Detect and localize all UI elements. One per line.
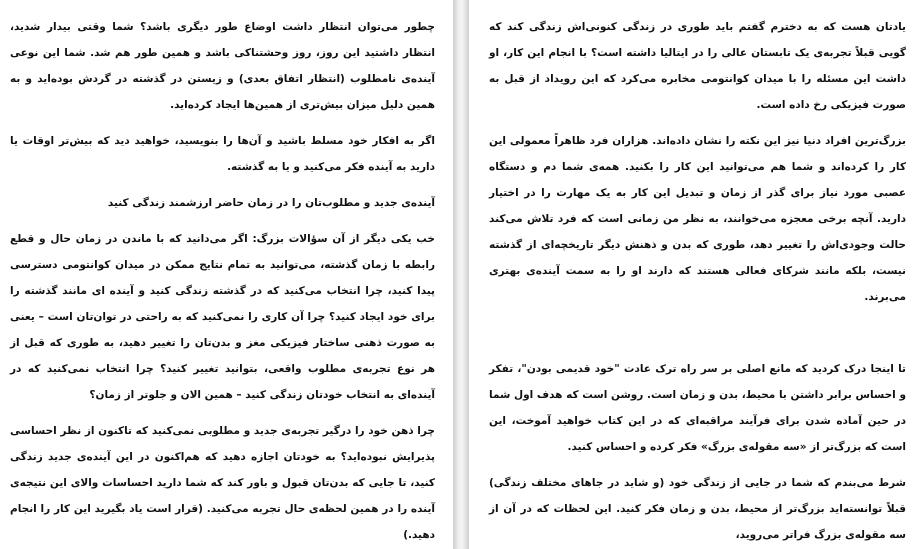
paragraph: بزرگ‌ترین افراد دنیا نیز این نکته را نشان داده‌اند. هزاران فرد ظاهراً معمولی این کار را کرده‌اند و شما هم می‌توانید این کار را بکنید. همه‌ی شما دم و دستگاه عصبی مورد نیاز برای گذر از زمان و تبدیل این کار به یک مهارت را در اختیار دارید. آنچه برخی معجزه می‌خوانند، به نظر من زمانی است که فرد تلاش می‌کند حالت وجودی‌اش را تغییر دهد، طوری که بدن و ذهنش دیگر تاریخچه‌ای از گذشته نیست، بلکه مانند شرکای فعالی هستند که دارند او را به سمت آینده‌ی بهتری می‌برند. bbox=[489, 135, 906, 303]
page-gutter bbox=[453, 0, 469, 549]
right-page bbox=[469, 0, 922, 549]
paragraph: چطور می‌توان انتظار داشت اوضاع طور دیگری باشد؟ شما وقتی بیدار شدید، انتظار داشتید این روز، روز وحشتناکی باشد و همین طور هم شد. شما این نوعی آینده‌ی نامطلوب (انتظار اتفاق بعدی) و زیستن در گذشته در گردش بوده‌اید و به همین دلیل میزان بیش‌تری از همین‌ها ایجاد کرده‌اید. bbox=[10, 21, 435, 111]
paragraph: تا اینجا درک کردید که مانع اصلی بر سر راه ترک عادت "خود قدیمی بودن"، تفکر و احساس برابر داشتن با محیط، بدن و زمان است. روشن است که هدف اول شما در حین آماده شدن برای فرآیند مراقبه‌ای که در این کتاب خواهید آموخت، این است که بزرگ‌تر از «سه مقوله‌ی بزرگ» فکر کرده و احساس کنید. bbox=[489, 363, 906, 453]
section-heading: آینده‌ی جدید و مطلوب‌تان را در زمان حاضر ارزشمند زندگی کنید bbox=[107, 197, 435, 209]
left-page bbox=[0, 0, 453, 549]
paragraph: یادتان هست که به دخترم گفتم باید طوری در زندگی کنونی‌اش زندگی کند که گویی قبلاً تجربه‌ی یک تابستان عالی را در ایتالیا داشته است؟ با انجام این کار، او داشت این مسئله را با میدان کوانتومی مخابره می‌کرد که این رویداد از قبل به صورت فیزیکی رخ داده است. bbox=[489, 21, 906, 111]
paragraph: شرط می‌بندم که شما در جایی از زندگی خود (و شاید در جاهای مختلف زندگی) قبلاً توانسته‌اید بزرگ‌تر از محیط، بدن و زمان فکر کنید. این لحظات که در آن از سه مقوله‌ی بزرگ فراتر می‌روید، bbox=[489, 477, 906, 541]
paragraph: اگر به افکار خود مسلط باشید و آن‌ها را بنویسید، خواهید دید که بیش‌تر اوقات یا دارید به آینده فکر می‌کنید و یا به گذشته. bbox=[10, 135, 435, 173]
paragraph: خب یکی دیگر از آن سؤالات بزرگ: اگر می‌دانید که با ماندن در زمان حال و قطع رابطه با زمان گذشته، می‌توانید به تمام نتایج ممکن در میدان کوانتومی دسترسی پیدا کنید، چرا انتخاب می‌کنید که در گذشته زندگی کنید و آینده ای مانند گذشته را برای خود ایجاد کنید؟ چرا آن کاری را نمی‌کنید که به راحتی در توان‌تان است – یعنی به صورت ذهنی ساختار فیزیکی مغز و بدن‌تان را تغییر دهید، به طوری که قبل از هر نوع تجربه‌ی مطلوب واقعی، بتوانید تغییر کنید؟ چرا انتخاب نمی‌کنید که در آینده‌ای به انتخاب خودتان زندگی کنید – همین الان و جلوتر از زمان؟ bbox=[10, 233, 435, 401]
paragraph: چرا ذهن خود را درگیر تجربه‌ی جدید و مطلوبی نمی‌کنید که تاکنون از نظر احساسی پذیرایش نبوده‌اید؟ به خودتان اجازه دهید که هم‌اکنون در این آینده‌ی جدید زندگی کنید، تا جایی که بدن‌تان قبول و باور کند که شما دارید احساسات والای این نتیجه‌ی آینده را در همین لحظه‌ی حال تجربه می‌کنید. (قرار است یاد بگیرید این کار را انجام دهید.) bbox=[10, 425, 435, 541]
